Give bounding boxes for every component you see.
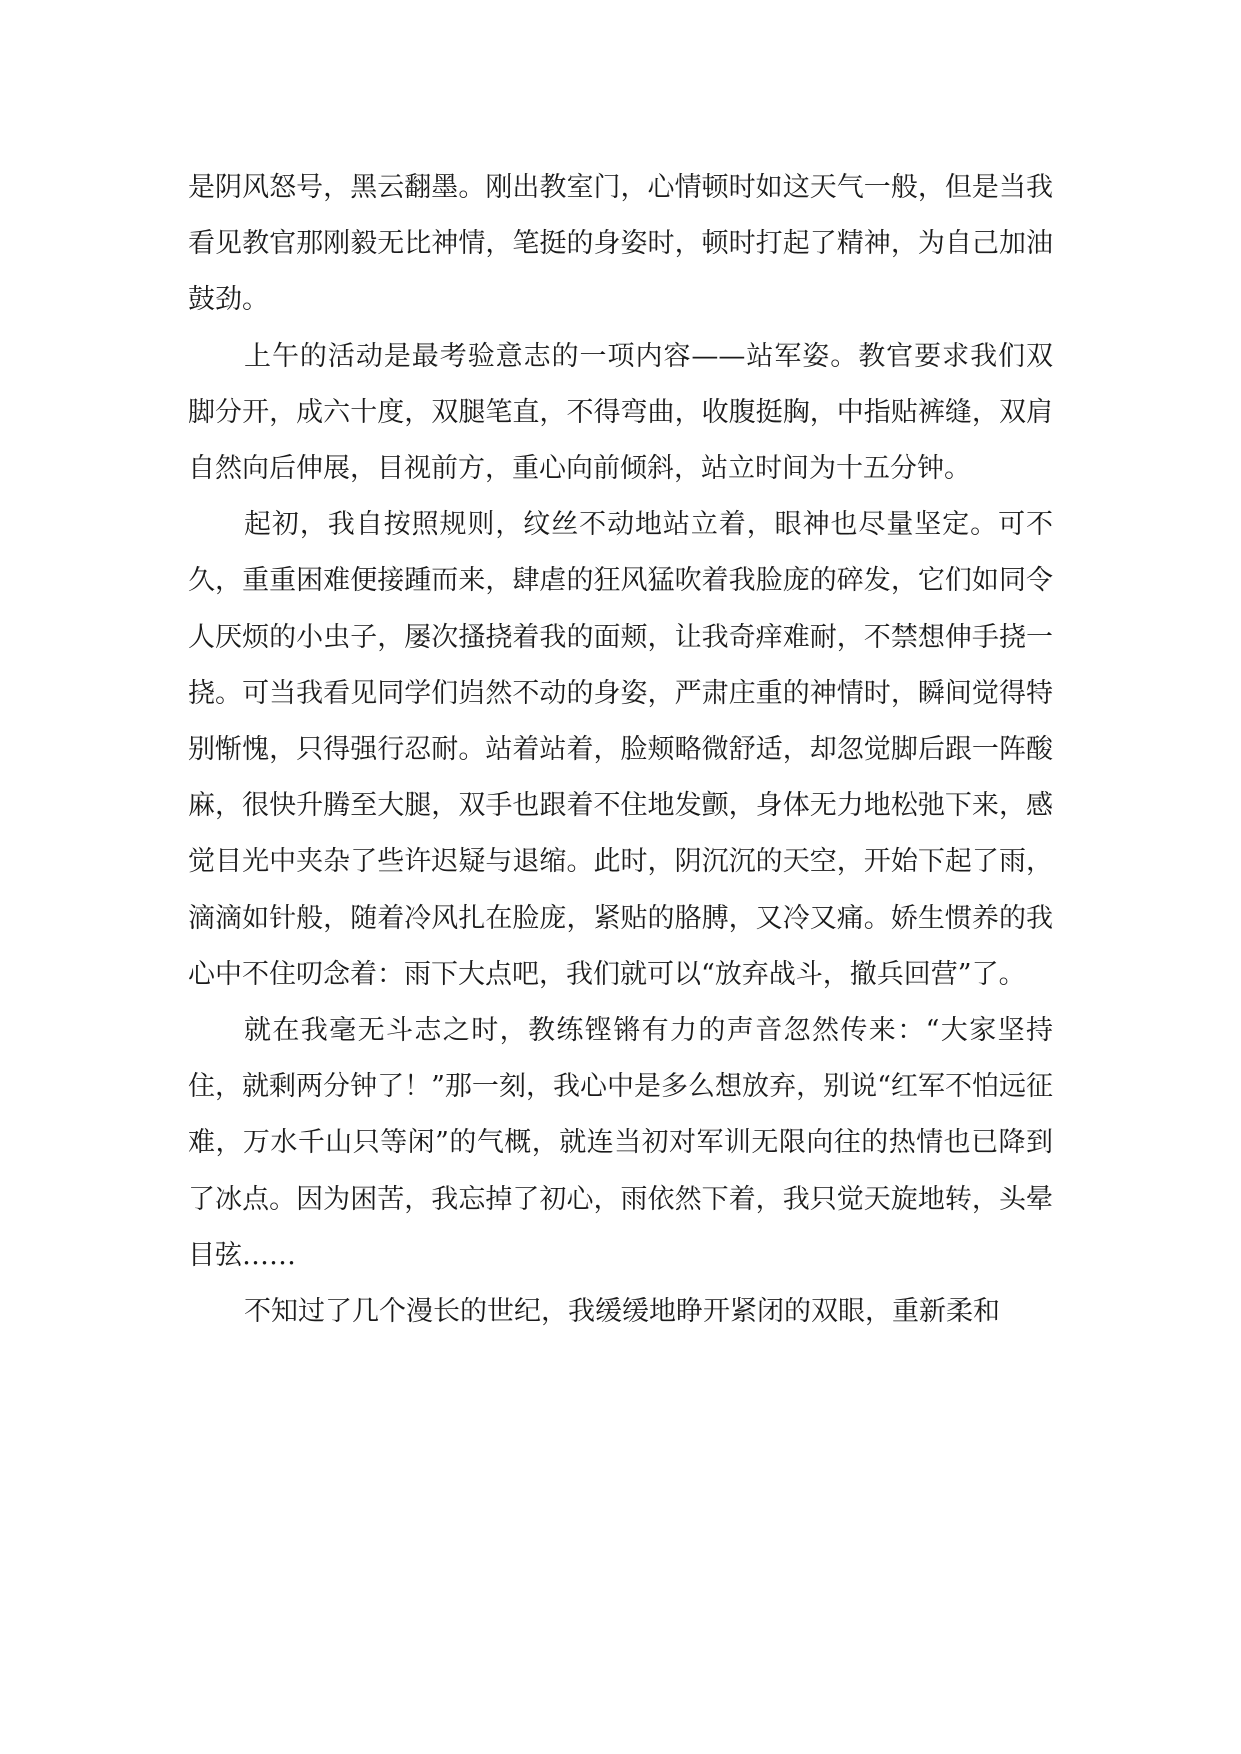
paragraph-1: 是阴风怒号，黑云翻墨。刚出教室门，心情顿时如这天气一般，但是当我看见教官那刚毅无比神情，笔挺的身姿时，顿时打起了精神，为自己加油鼓劲。 bbox=[188, 172, 1053, 316]
paragraph-5: 不知过了几个漫长的世纪，我缓缓地睁开紧闭的双眼，重新柔和 bbox=[244, 1296, 1000, 1328]
document-body bbox=[188, 160, 1053, 1340]
paragraph-4: 就在我毫无斗志之时，教练铿锵有力的声音忽然传来：“大家坚持住，就剩两分钟了！”那一刻，我心中是多么想放弃，别说“红军不怕远征难，万水千山只等闲”的气概，就连当初对军训无限向往的热情也已降到了冰点。因为困苦，我忘掉了初心，雨依然下着，我只觉天旋地转，头晕目弦…… bbox=[188, 1015, 1053, 1271]
paragraph-3: 起初，我自按照规则，纹丝不动地站立着，眼神也尽量坚定。可不久，重重困难便接踵而来，肆虐的狂风猛吹着我脸庞的碎发，它们如同令人厌烦的小虫子，屡次搔挠着我的面颊，让我奇痒难耐，不禁想伸手挠一挠。可当我看见同学们岿然不动的身姿，严肃庄重的神情时，瞬间觉得特别惭愧，只得强行忍耐。站着站着，脸颊略微舒适，却忽觉脚后跟一阵酸麻，很快升腾至大腿，双手也跟着不住地发颤，身体无力地松弛下来，感觉目光中夹杂了些许迟疑与退缩。此时，阴沉沉的天空，开始下起了雨，滴滴如针般，随着冷风扎在脸庞，紧贴的胳膊，又冷又痛。娇生惯养的我心中不住叨念着：雨下大点吧，我们就可以“放弃战斗，撤兵回营”了。 bbox=[188, 509, 1053, 990]
paragraph-2: 上午的活动是最考验意志的一项内容——站军姿。教官要求我们双脚分开，成六十度，双腿笔直，不得弯曲，收腹挺胸，中指贴裤缝，双肩自然向后伸展，目视前方，重心向前倾斜，站立时间为十五分钟。 bbox=[188, 340, 1053, 485]
